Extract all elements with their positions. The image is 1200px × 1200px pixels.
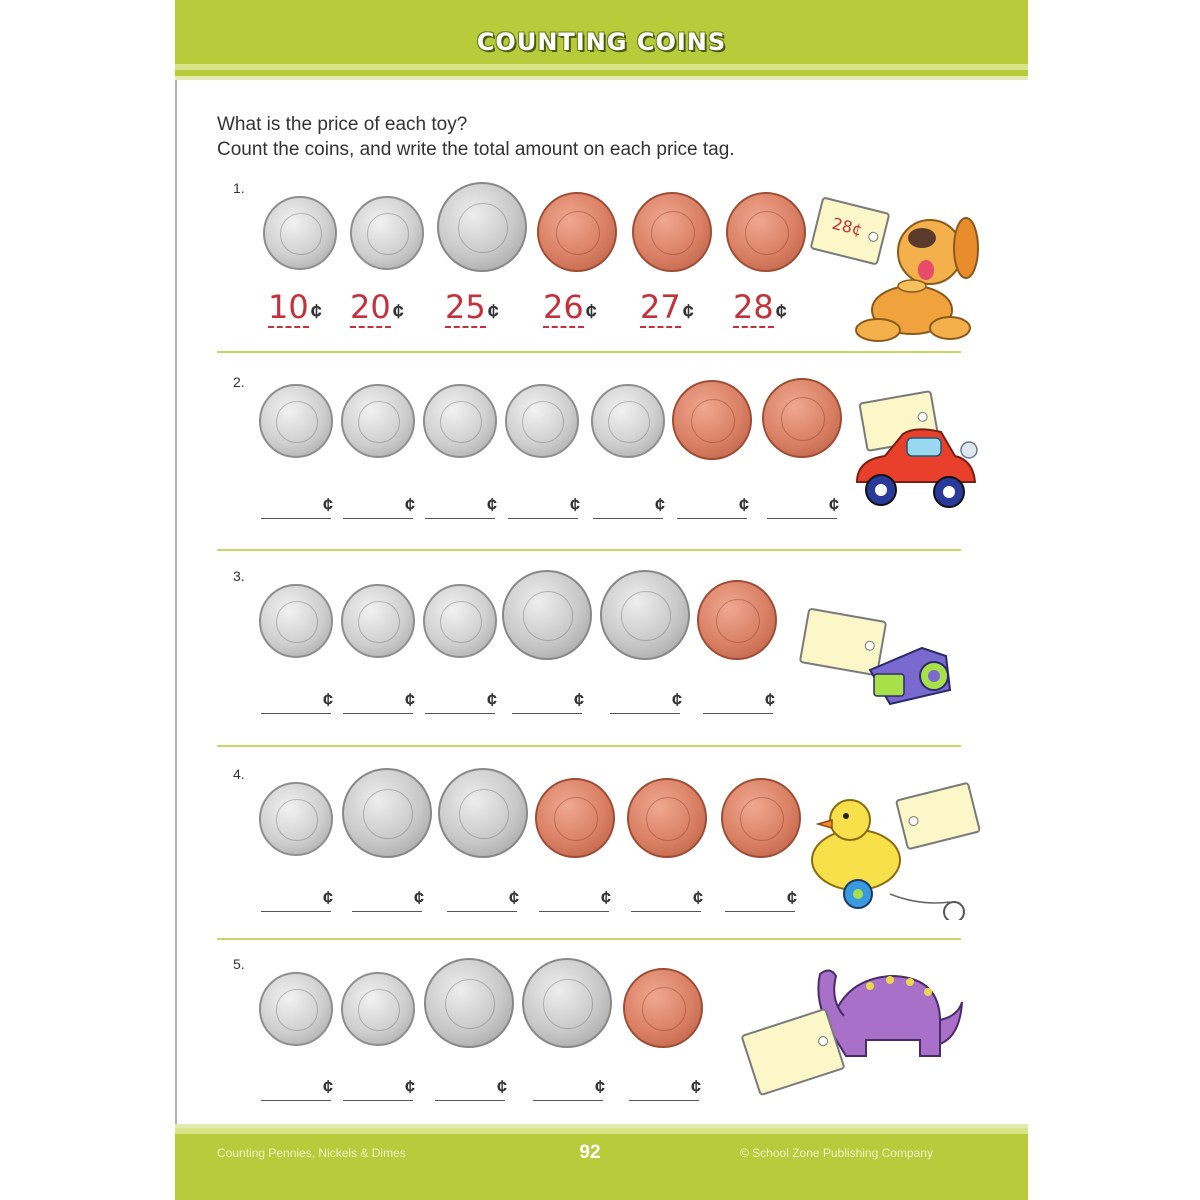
problem-number: 2.	[233, 374, 245, 390]
penny-coin	[537, 192, 617, 272]
penny-coin	[672, 380, 752, 460]
answer-field[interactable]: ¢	[261, 693, 331, 714]
toy-whistle-icon	[860, 620, 965, 710]
section-divider	[217, 938, 961, 940]
problem-number: 1.	[233, 180, 245, 196]
header-stripe	[175, 76, 1028, 80]
footer-copyright: © School Zone Publishing Company	[740, 1146, 933, 1160]
answer-field[interactable]: ¢	[435, 1080, 505, 1101]
answer-field[interactable]: ¢	[425, 498, 495, 519]
dime-coin	[505, 384, 579, 458]
price-tag-value: 28¢	[830, 213, 865, 240]
nickel-coin	[502, 570, 592, 660]
penny-coin	[697, 580, 777, 660]
penny-coin	[627, 778, 707, 858]
dime-coin	[350, 196, 424, 270]
dime-coin	[263, 196, 337, 270]
dime-coin	[259, 584, 333, 658]
instruction-line-1: What is the price of each toy?	[217, 114, 468, 135]
dime-coin	[259, 782, 333, 856]
problem-number: 3.	[233, 568, 245, 584]
answer-field[interactable]: ¢	[539, 891, 609, 912]
dime-coin	[341, 972, 415, 1046]
page-edge	[175, 0, 177, 1200]
answer-field[interactable]: ¢	[610, 693, 680, 714]
answer-field[interactable]: ¢	[533, 1080, 603, 1101]
footer-topic: Counting Pennies, Nickels & Dimes	[217, 1146, 406, 1160]
nickel-coin	[438, 768, 528, 858]
answer-field[interactable]: ¢	[631, 891, 701, 912]
answer-field[interactable]: ¢	[767, 498, 837, 519]
dime-coin	[259, 972, 333, 1046]
answer-field[interactable]: ¢	[703, 693, 773, 714]
dime-coin	[423, 584, 497, 658]
answer-field[interactable]: ¢	[261, 498, 331, 519]
penny-coin	[623, 968, 703, 1048]
answer-field[interactable]: 28 ¢	[733, 288, 787, 326]
answer-field[interactable]: 26 ¢	[543, 288, 597, 326]
answer-field[interactable]: ¢	[261, 1080, 331, 1101]
answer-field[interactable]: 27 ¢	[640, 288, 694, 326]
answer-field[interactable]: ¢	[593, 498, 663, 519]
answer-field[interactable]: ¢	[629, 1080, 699, 1101]
instruction-line-2: Count the coins, and write the total amount on each price tag.	[217, 139, 735, 160]
dime-coin	[423, 384, 497, 458]
toy-car-icon	[845, 420, 985, 520]
dime-coin	[259, 384, 333, 458]
section-divider	[217, 745, 961, 747]
dime-coin	[591, 384, 665, 458]
dime-coin	[341, 384, 415, 458]
penny-coin	[535, 778, 615, 858]
answer-field[interactable]: 10 ¢	[268, 288, 322, 326]
nickel-coin	[522, 958, 612, 1048]
problem-number: 4.	[233, 766, 245, 782]
penny-coin	[721, 778, 801, 858]
toy-dog-icon	[850, 200, 980, 345]
answer-field[interactable]: ¢	[725, 891, 795, 912]
nickel-coin	[342, 768, 432, 858]
dime-coin	[341, 584, 415, 658]
page-number: 92	[579, 1142, 601, 1163]
answer-field[interactable]: ¢	[352, 891, 422, 912]
penny-coin	[726, 192, 806, 272]
answer-field[interactable]: ¢	[425, 693, 495, 714]
nickel-coin	[600, 570, 690, 660]
answer-field[interactable]: ¢	[677, 498, 747, 519]
answer-field[interactable]: ¢	[447, 891, 517, 912]
section-divider	[217, 549, 961, 551]
nickel-coin	[437, 182, 527, 272]
penny-coin	[632, 192, 712, 272]
problem-number: 5.	[233, 956, 245, 972]
answer-field[interactable]: 25 ¢	[445, 288, 499, 326]
nickel-coin	[424, 958, 514, 1048]
answer-field[interactable]: ¢	[512, 693, 582, 714]
answer-field[interactable]: ¢	[343, 1080, 413, 1101]
answer-field[interactable]: 20 ¢	[350, 288, 404, 326]
answer-field[interactable]: ¢	[261, 891, 331, 912]
section-divider	[217, 351, 961, 353]
answer-field[interactable]: ¢	[343, 693, 413, 714]
answer-field[interactable]: ¢	[508, 498, 578, 519]
page-title: COUNTING COINS	[476, 28, 727, 56]
answer-field[interactable]: ¢	[343, 498, 413, 519]
penny-coin	[762, 378, 842, 458]
toy-duck-icon	[800, 790, 970, 920]
